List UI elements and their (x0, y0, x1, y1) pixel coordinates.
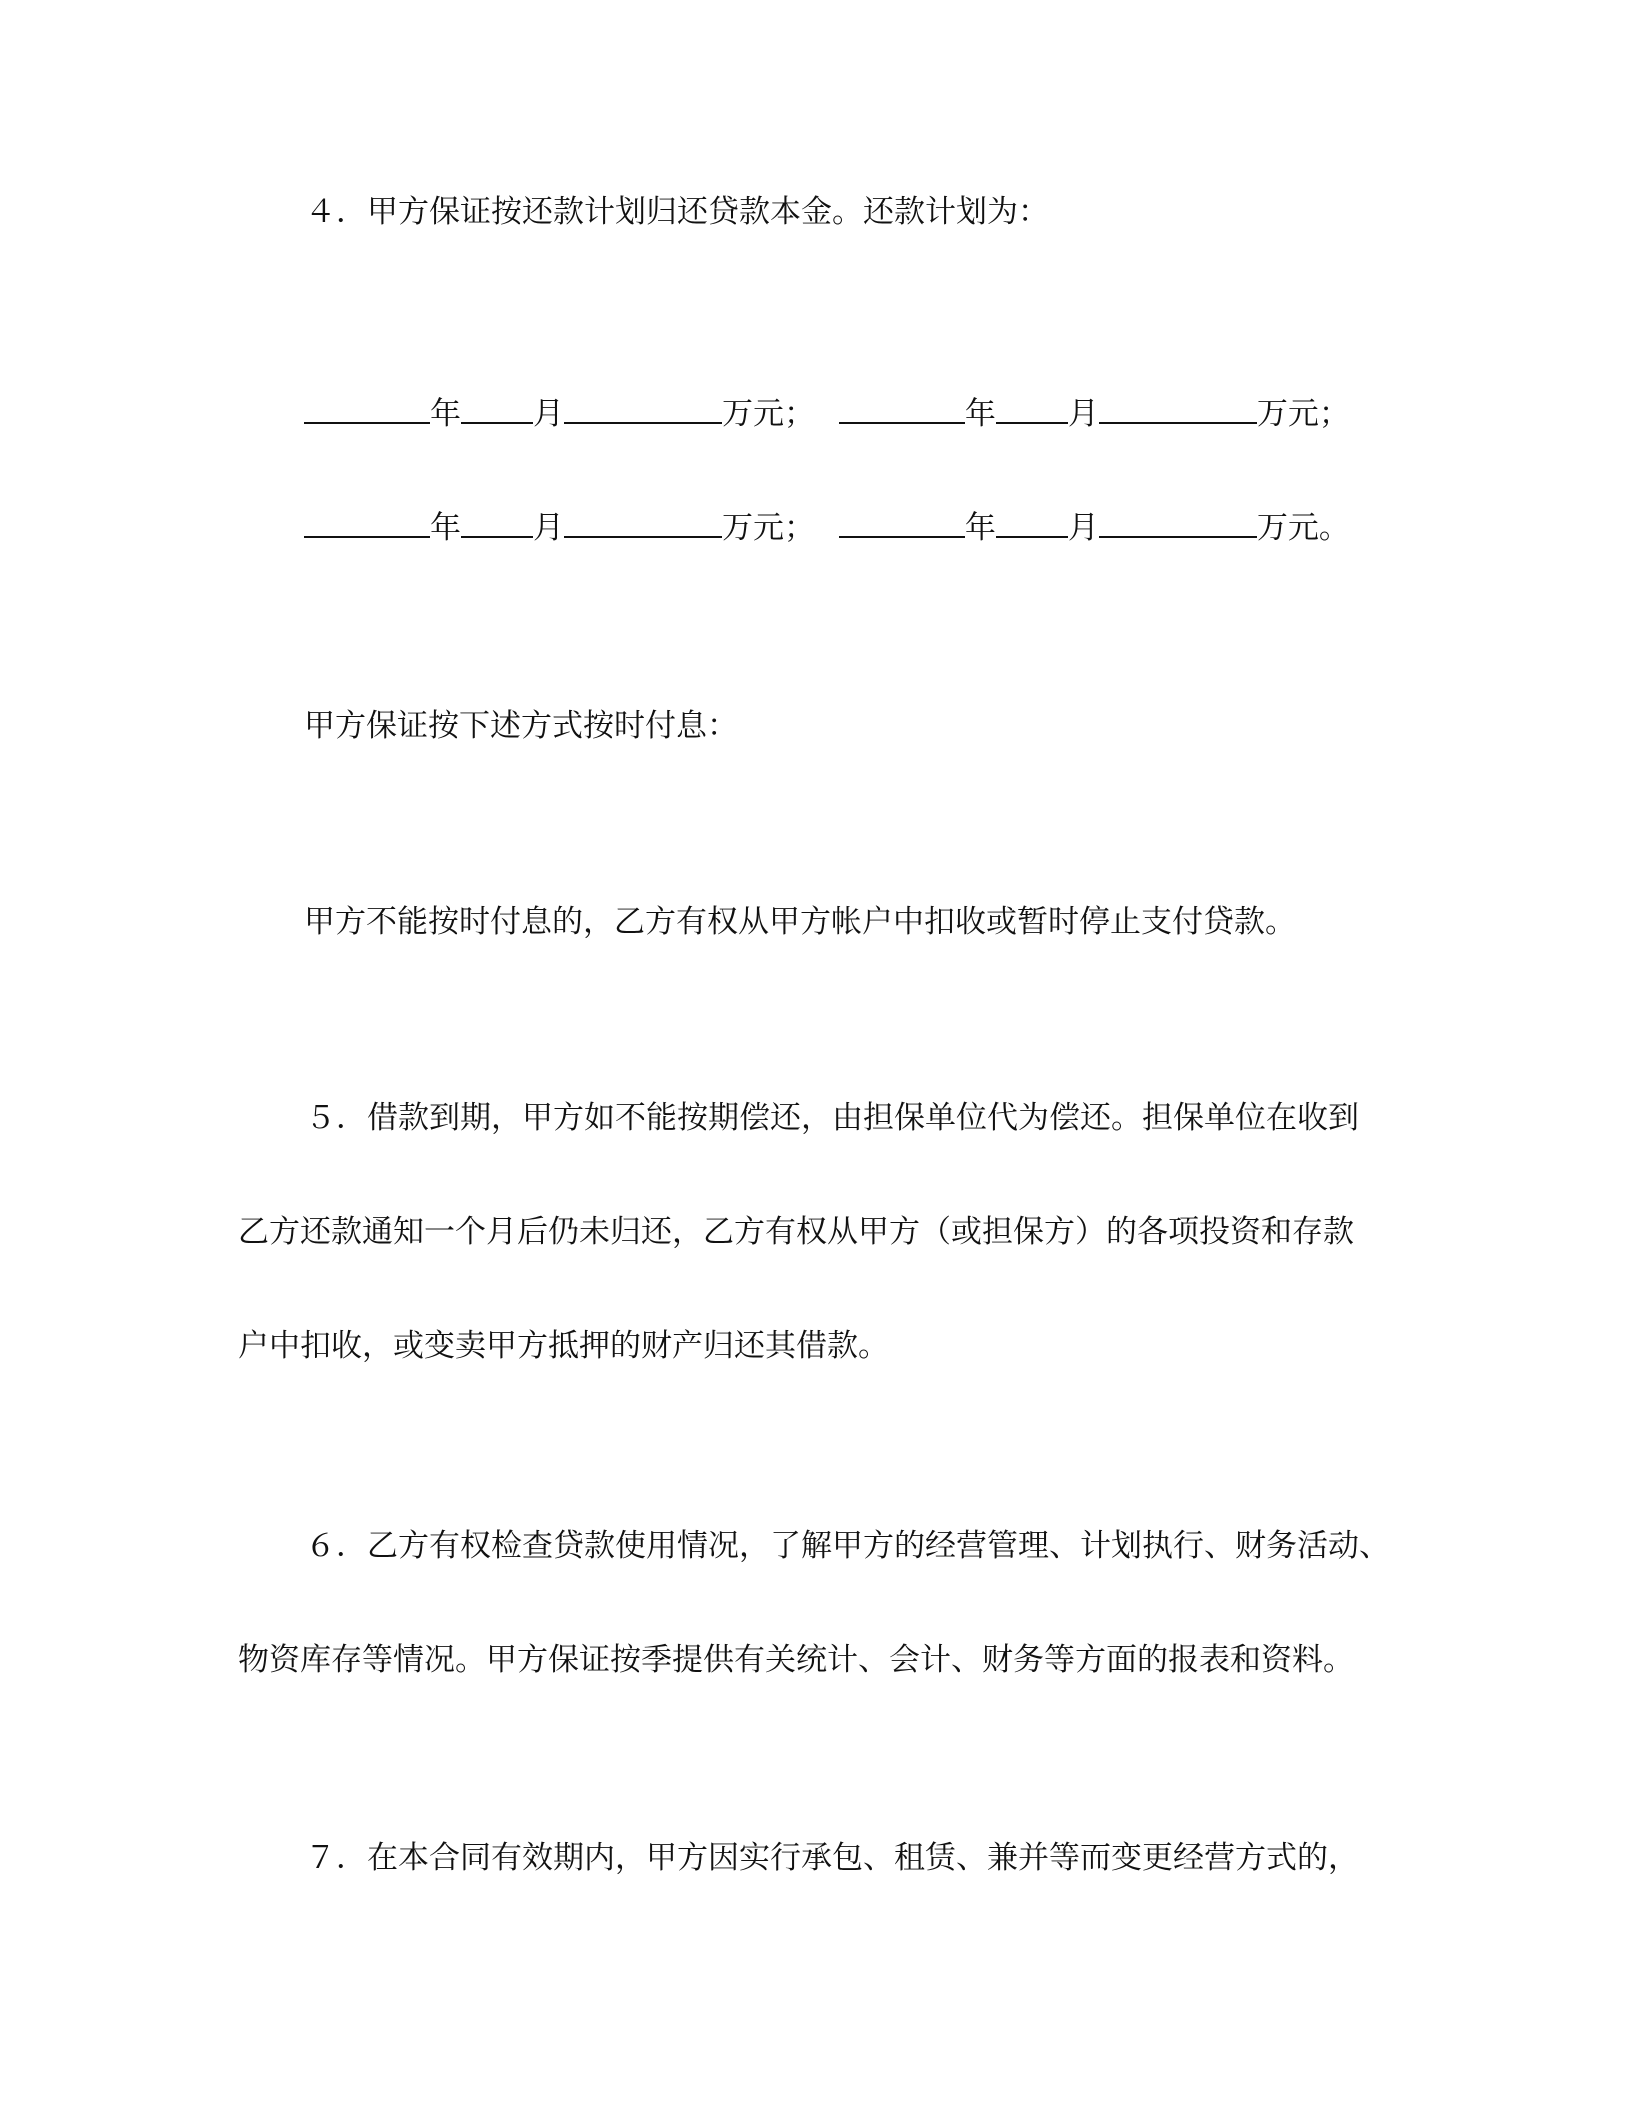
month-label: 月 (1067, 510, 1099, 546)
repayment-schedule-row-1 (304, 392, 1350, 434)
clause-5-line-3: 户中扣收，或变卖甲方抵押的财产归还其借款。 (238, 1328, 889, 1364)
clause-6-line-2: 物资库存等情况。甲方保证按季提供有关统计、会计、财务等方面的报表和资料。 (238, 1642, 1354, 1678)
amount-unit: 万元； (722, 396, 815, 432)
year-blank[interactable] (839, 392, 965, 424)
amount-unit: 万元； (722, 510, 815, 546)
schedule-entry (839, 506, 1350, 548)
year-label: 年 (430, 510, 461, 546)
clause-5-line-2: 乙方还款通知一个月后仍未归还，乙方有权从甲方（或担保方）的各项投资和存款 (238, 1214, 1354, 1250)
clause-6-line-1: ６．乙方有权检查贷款使用情况，了解甲方的经营管理、计划执行、财务活动、 (305, 1528, 1390, 1564)
year-blank[interactable] (304, 392, 430, 424)
amount-unit: 万元。 (1256, 510, 1350, 546)
clause-4-line-1: ４．甲方保证按还款计划归还贷款本金。还款计划为： (305, 194, 1049, 230)
month-label: 月 (533, 396, 564, 432)
schedule-entry (304, 392, 815, 434)
year-blank[interactable] (304, 506, 430, 538)
month-label: 月 (1067, 396, 1099, 432)
clause-5-line-1: ５．借款到期，甲方如不能按期偿还，由担保单位代为偿还。担保单位在收到 (305, 1100, 1359, 1136)
amount-blank[interactable] (564, 392, 722, 424)
interest-default-clause: 甲方不能按时付息的，乙方有权从甲方帐户中扣收或暂时停止支付贷款。 (304, 904, 1296, 940)
amount-unit: 万元； (1256, 396, 1350, 432)
month-blank[interactable] (461, 506, 533, 538)
year-label: 年 (430, 396, 461, 432)
month-blank[interactable] (996, 392, 1068, 424)
year-label: 年 (964, 396, 996, 432)
year-label: 年 (964, 510, 996, 546)
amount-blank[interactable] (1099, 506, 1257, 538)
year-blank[interactable] (839, 506, 965, 538)
month-blank[interactable] (996, 506, 1068, 538)
schedule-entry (304, 506, 815, 548)
amount-blank[interactable] (1099, 392, 1257, 424)
amount-blank[interactable] (564, 506, 722, 538)
clause-7-line-1: ７．在本合同有效期内，甲方因实行承包、租赁、兼并等而变更经营方式的， (305, 1840, 1359, 1876)
repayment-schedule-row-2 (304, 506, 1350, 548)
month-label: 月 (533, 510, 564, 546)
interest-intro: 甲方保证按下述方式按时付息： (304, 708, 738, 744)
month-blank[interactable] (461, 392, 533, 424)
schedule-entry (839, 392, 1350, 434)
